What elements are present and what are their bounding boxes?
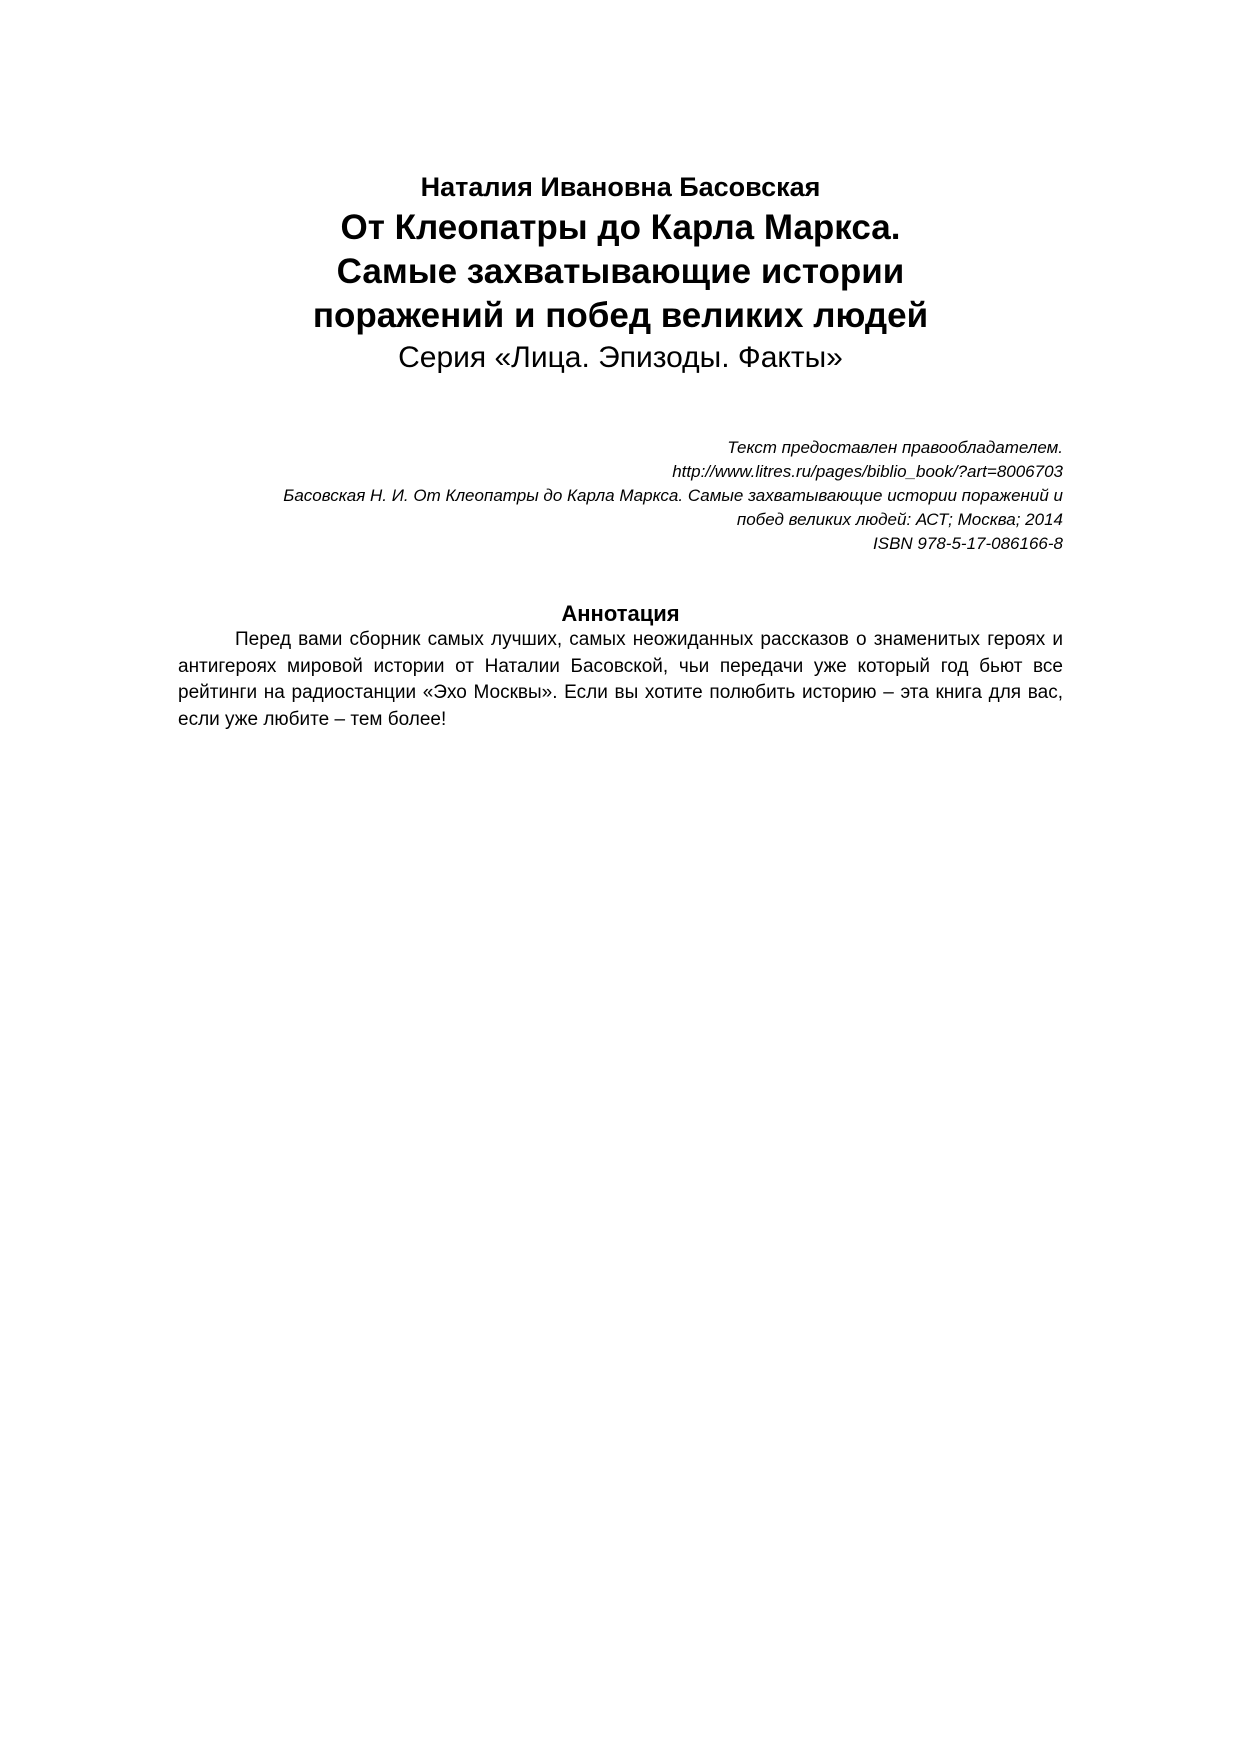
citation-line-1: Басовская Н. И. От Клеопатры до Карла Маркса. Самые захватывающие истории поражений и xyxy=(283,486,1063,505)
title-block xyxy=(178,168,1063,378)
citation-line-2: побед великих людей: АСТ; Москва; 2014 xyxy=(736,510,1063,529)
isbn: ISBN 978-5-17-086166-8 xyxy=(873,534,1063,553)
book-title-line-3: поражений и побед великих людей xyxy=(312,296,929,335)
source-link[interactable]: http://www.litres.ru/pages/biblio_book/?art=8006703 xyxy=(672,462,1063,481)
publication-info xyxy=(178,436,1063,556)
rights-notice: Текст предоставлен правообладателем. xyxy=(727,438,1063,457)
book-title-line-1: От Клеопатры до Карла Маркса. xyxy=(340,208,901,247)
author-name: Наталия Ивановна Басовская xyxy=(420,172,821,202)
book-title-line-2: Самые захватывающие истории xyxy=(336,252,905,291)
annotation-text: Перед вами сборник самых лучших, самых неожиданных рассказов о знаменитых героях и антигероях мировой истории от Наталии Басовской, чьи передачи уже который год бьют все рейтинги на радиостанции «Эхо Москвы». Если вы хотите полюбить историю – эта книга для вас, если уже любите – тем более! xyxy=(178,629,1063,730)
series-name: Серия «Лица. Эпизоды. Факты» xyxy=(398,341,843,374)
annotation-heading: Аннотация xyxy=(561,601,680,626)
